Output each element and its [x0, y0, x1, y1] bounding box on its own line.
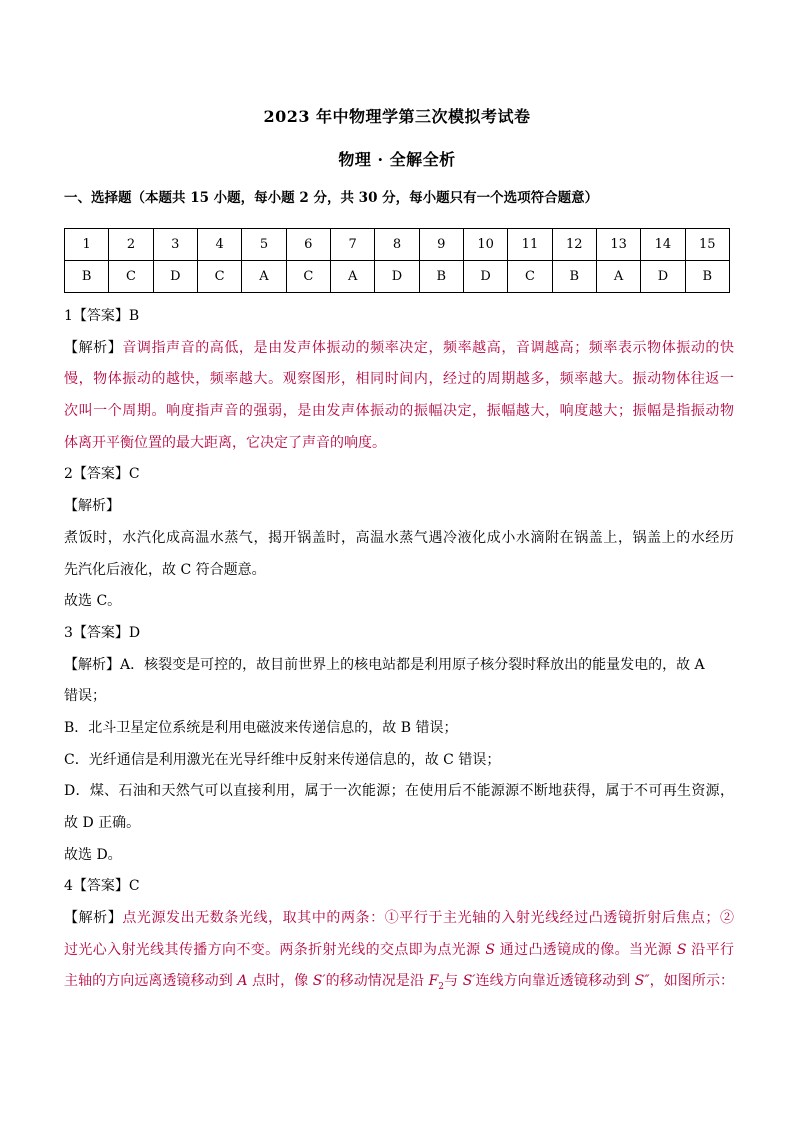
q3-analysis-line-5: D．煤、石油和天然气可以直接利用，属于一次能源；在使用后不能源源不断地获得，属于不可再生资源， [64, 783, 734, 800]
question-number-cell: 12 [552, 229, 596, 261]
q1-analysis-line-2: 慢，物体振动的越快，频率越大。观察图形，相同时间内，经过的周期越多，频率越大。振动物体往返一 [64, 371, 734, 388]
q4-subscript-2: 2 [438, 982, 445, 993]
question-number-cell: 14 [641, 229, 685, 261]
answer-cell: B [685, 261, 729, 293]
answer-cell: A [242, 261, 286, 293]
q4-analysis-line-2 [64, 935, 734, 967]
q4-answer-heading: 4【答案】C [64, 878, 140, 895]
q4-text-3a: 主轴的方向远离透镜移动到 [64, 973, 238, 990]
analysis-tag: 【解析】 [64, 339, 123, 356]
document-title: 2023 年中物理学第三次模拟考试卷 [263, 107, 531, 126]
answer-cell: C [508, 261, 552, 293]
q4-analysis-line-1 [64, 903, 734, 935]
q4-text-1: 点光源发出无数条光线，取其中的两条：①平行于主光轴的入射光线经过凸透镜折射后焦点；② [122, 910, 734, 927]
q3-analysis-line-2: 错误； [64, 688, 106, 705]
answer-table-answer-row [65, 261, 730, 293]
q2-conclusion: 故选 C。 [64, 593, 122, 610]
q4-symbol-s-double-prime: S″ [634, 973, 650, 990]
q3-conclusion: 故选 D。 [64, 846, 122, 863]
question-number-cell: 7 [330, 229, 374, 261]
answer-cell: C [286, 261, 330, 293]
question-number-cell: 2 [109, 229, 153, 261]
q4-symbol-s-prime: S′ [462, 973, 476, 990]
question-number-cell: 8 [375, 229, 419, 261]
q4-text-3e: 的移动情况是沿 [325, 973, 429, 990]
q2-analysis-line-2: 先汽化后液化，故 C 符合题意。 [64, 561, 266, 578]
q4-text-2e: 沿平行 [686, 941, 735, 958]
q3-analysis-line-1 [64, 650, 734, 682]
q3-text-1: A．核裂变是可控的，故目前世界上的核电站都是利用原子核分裂时释放出的能量发电的，故 A [120, 656, 705, 673]
q4-text-3j: 连线方向靠近透镜移动到 [475, 973, 635, 990]
q2-analysis-tag: 【解析】 [64, 498, 120, 515]
question-number-cell: 3 [153, 229, 197, 261]
question-number-cell: 13 [596, 229, 640, 261]
answer-cell: A [330, 261, 374, 293]
q4-text-3c: 点时，像 [247, 973, 313, 990]
answer-cell: D [375, 261, 419, 293]
analysis-tag: 【解析】 [64, 910, 123, 927]
q2-answer-heading: 2【答案】C [64, 466, 140, 483]
q1-analysis-line-3: 次叫一个周期。响度指声音的强弱，是由发声体振动的振幅决定，振幅越大，响度越大；振幅是指振动物 [64, 403, 734, 420]
q3-analysis-line-3: B．北斗卫星定位系统是利用电磁波来传递信息的，故 B 错误； [64, 719, 458, 736]
answer-cell: C [109, 261, 153, 293]
q4-symbol-s: S [676, 941, 687, 958]
answer-cell: B [65, 261, 109, 293]
question-number-cell: 10 [463, 229, 507, 261]
document-subtitle: 物理 · 全解全析 [338, 150, 456, 169]
answer-table-number-row [65, 229, 730, 261]
q4-text-3h: 与 [444, 973, 463, 990]
answer-cell: C [197, 261, 241, 293]
answer-table [64, 228, 730, 293]
question-number-cell: 4 [197, 229, 241, 261]
q4-symbol-s-prime: S′ [312, 973, 326, 990]
solutions-body [64, 301, 734, 998]
q4-symbol-f: F [428, 973, 439, 990]
q4-text-3l: ，如图所示： [649, 973, 735, 990]
q1-analysis-line-4: 体离开平衡位置的最大距离，它决定了声音的响度。 [64, 434, 386, 451]
question-number-cell: 1 [65, 229, 109, 261]
question-number-cell: 6 [286, 229, 330, 261]
q3-answer-heading: 3【答案】D [64, 624, 141, 641]
q4-text-2a: 过光心入射光线其传播方向不变。两条折射光线的交点即为点光源 [64, 941, 486, 958]
q4-text-2c: 通过凸透镜成的像。当光源 [494, 941, 677, 958]
question-number-cell: 11 [508, 229, 552, 261]
q4-symbol-s: S [485, 941, 495, 958]
q4-analysis-line-3 [64, 966, 734, 998]
q2-analysis-line-1: 煮饭时，水汽化成高温水蒸气，揭开锅盖时，高温水蒸气遇冷液化成小水滴附在锅盖上，锅盖上的水经历 [64, 529, 734, 546]
q1-analysis-line-1 [64, 333, 734, 365]
answer-cell: D [641, 261, 685, 293]
q3-analysis-line-6: 故 D 正确。 [64, 815, 141, 831]
section-heading: 一、选择题（本题共 15 小题，每小题 2 分，共 30 分，每小题只有一个选项符合题意） [64, 190, 599, 206]
q4-symbol-a: A [237, 973, 248, 990]
answer-cell: B [552, 261, 596, 293]
question-number-cell: 5 [242, 229, 286, 261]
q3-analysis-line-4: C．光纤通信是利用激光在光导纤维中反射来传递信息的，故 C 错误； [64, 751, 501, 768]
answer-cell: D [153, 261, 197, 293]
analysis-tag: 【解析】 [64, 656, 120, 673]
q1-text-1: 音调指声音的高低，是由发声体振动的频率决定，频率越高，音调越高；频率表示物体振动的快 [122, 339, 734, 356]
answer-cell: B [419, 261, 463, 293]
q1-answer-heading: 1【答案】B [64, 308, 140, 324]
answer-cell: A [596, 261, 640, 293]
answer-cell: D [463, 261, 507, 293]
question-number-cell: 9 [419, 229, 463, 261]
question-number-cell: 15 [685, 229, 729, 261]
